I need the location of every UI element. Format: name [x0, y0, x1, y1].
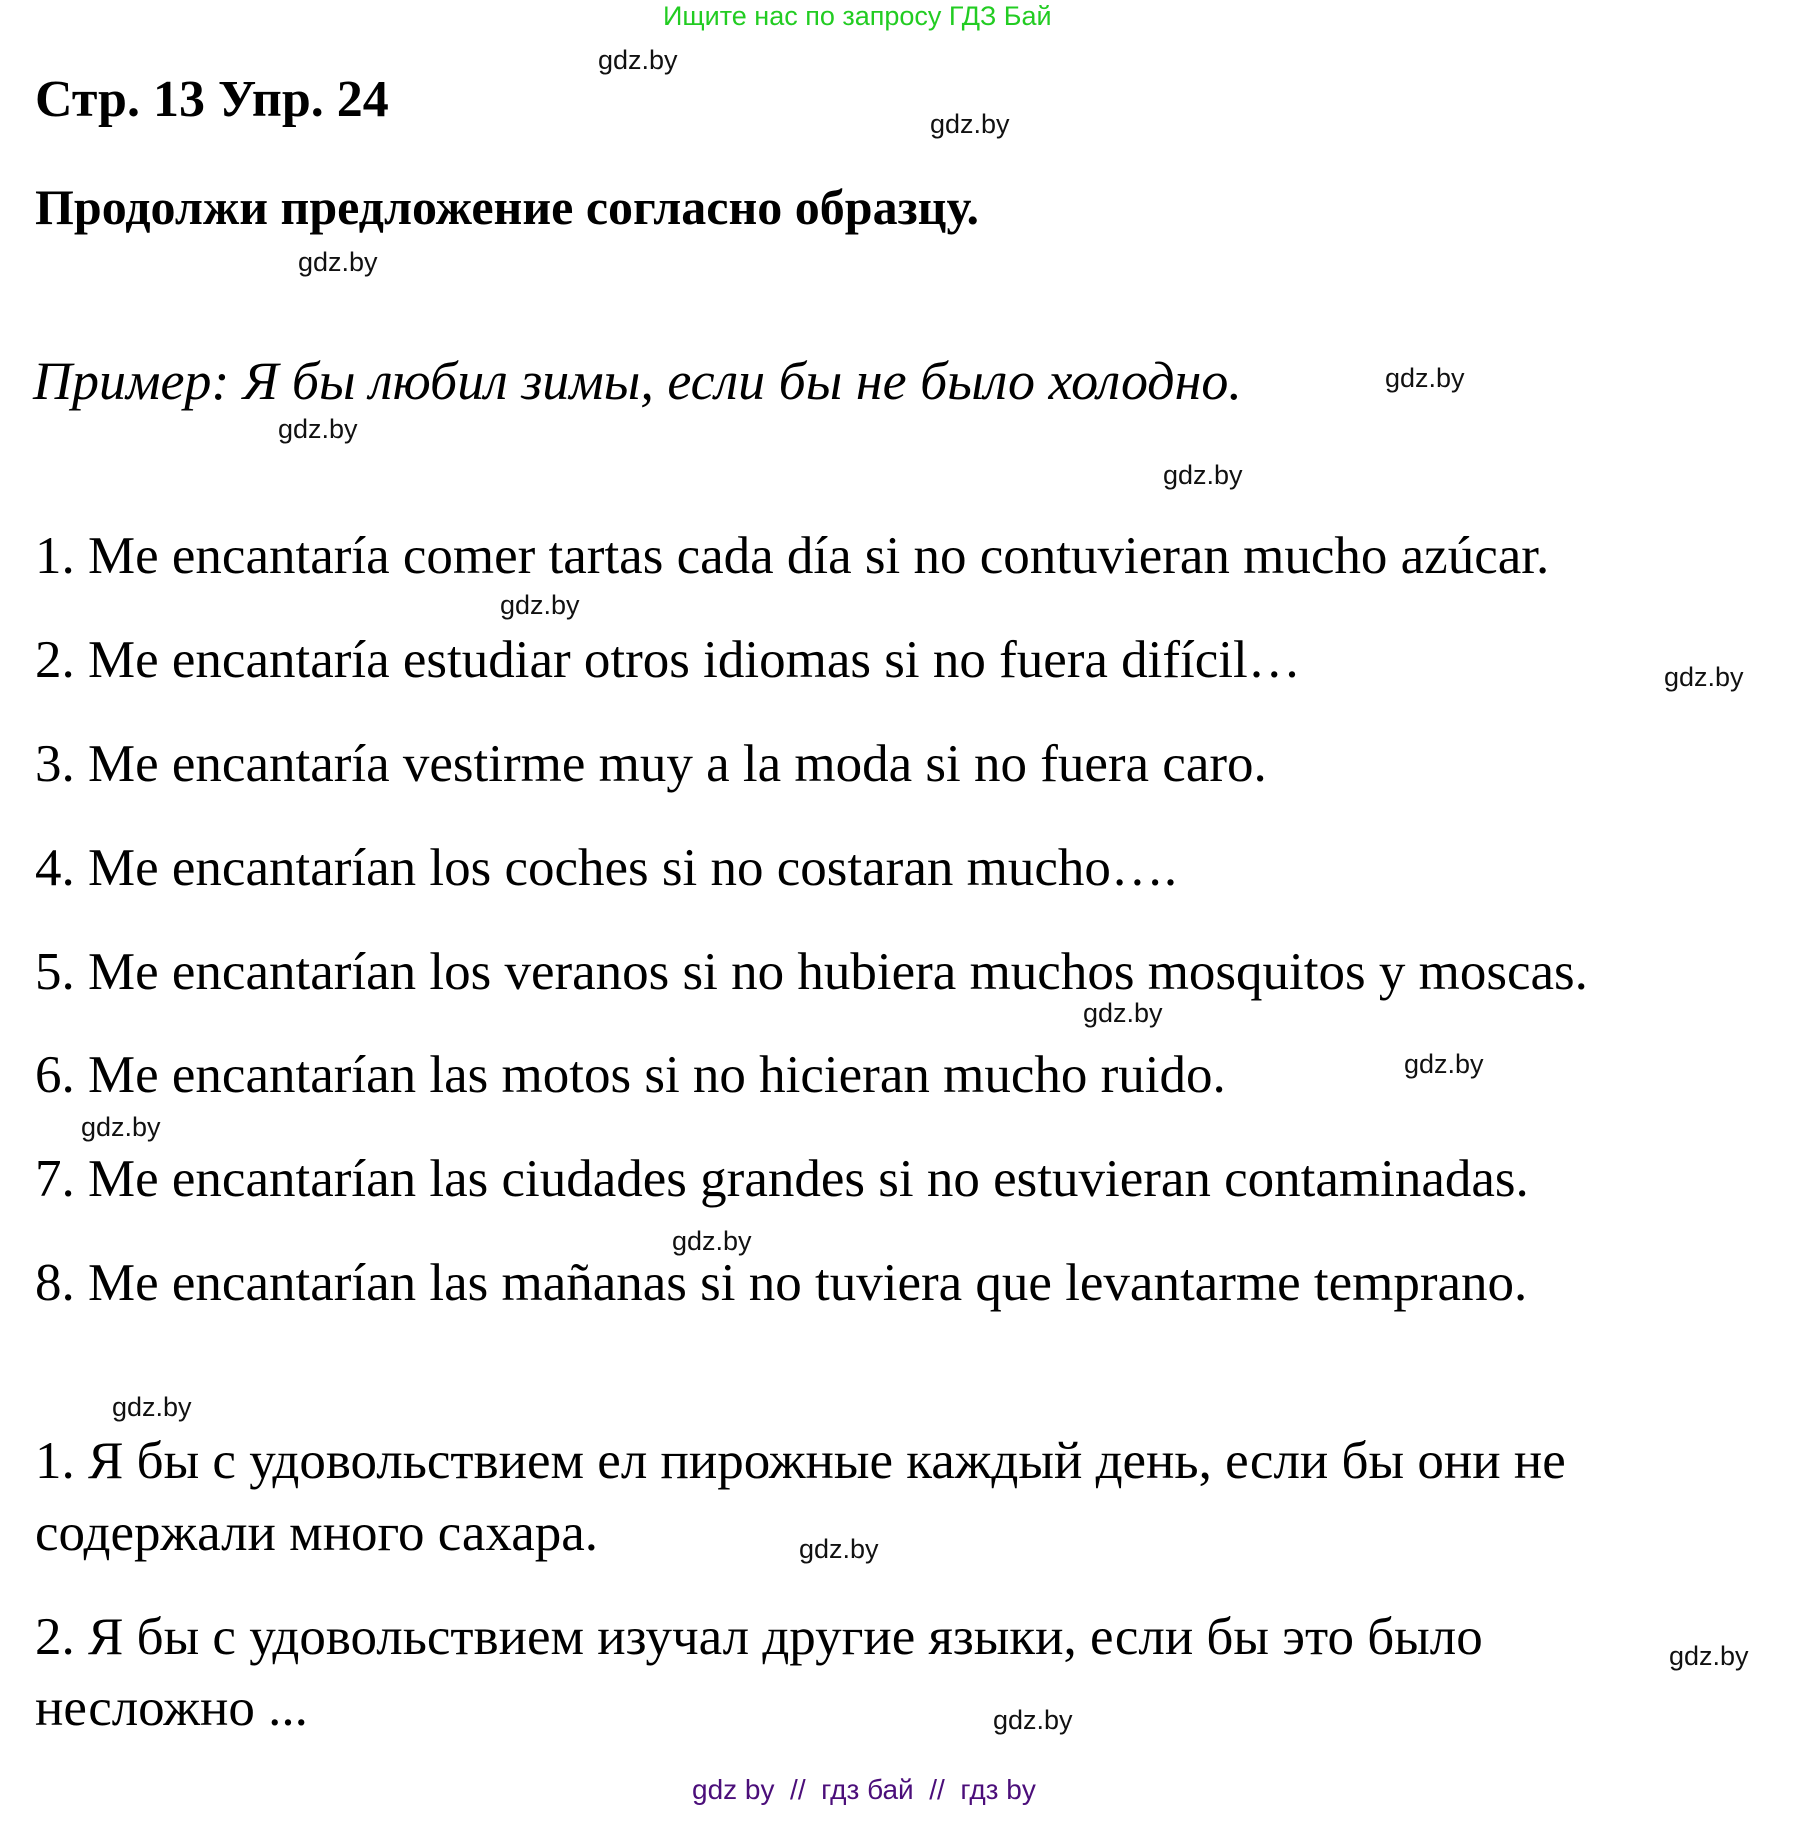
watermark: gdz.by: [799, 1534, 879, 1564]
watermark: gdz.by: [278, 414, 358, 444]
page-title: Стр. 13 Упр. 24: [35, 71, 389, 128]
translation-2-line-1: 2. Я бы с удовольствием изучал другие языки, если бы это было: [35, 1608, 1483, 1666]
watermark: gdz.by: [930, 109, 1010, 139]
watermark: gdz.by: [1083, 998, 1163, 1028]
watermark: gdz.by: [1385, 363, 1465, 393]
watermark: gdz.by: [993, 1705, 1073, 1735]
answer-line-6: 6. Me encantarían las motos si no hicieran mucho ruido.: [35, 1046, 1226, 1104]
watermark: gdz.by: [672, 1226, 752, 1256]
watermark: gdz.by: [298, 247, 378, 277]
watermark: gdz.by: [81, 1112, 161, 1142]
translation-1-line-1: 1. Я бы с удовольствием ел пирожные каждый день, если бы они не: [35, 1432, 1566, 1490]
search-hint-header: Ищите нас по запросу ГДЗ Бай: [663, 1, 1052, 31]
watermark: gdz.by: [1163, 460, 1243, 490]
exercise-instruction: Продолжи предложение согласно образцу.: [35, 179, 979, 235]
answer-line-4: 4. Me encantarían los coches si no costaran mucho….: [35, 839, 1178, 897]
answer-line-5: 5. Me encantarían los veranos si no hubiera muchos mosquitos y moscas.: [35, 943, 1588, 1001]
translation-2-line-2: несложно ...: [35, 1679, 308, 1737]
watermark: gdz.by: [598, 45, 678, 75]
watermark: gdz.by: [500, 590, 580, 620]
watermark: gdz.by: [112, 1392, 192, 1422]
translation-1-line-2: содержали много сахара.: [35, 1504, 599, 1562]
footer-links[interactable]: gdz by // гдз бай // гдз by: [692, 1774, 1036, 1805]
answer-line-2: 2. Me encantaría estudiar otros idiomas si no fuera difícil…: [35, 631, 1301, 689]
answer-line-1: 1. Me encantaría comer tartas cada día si no contuvieran mucho azúcar.: [35, 527, 1550, 585]
example-sentence: Пример: Я бы любил зимы, если бы не было холодно.: [33, 351, 1242, 411]
watermark: gdz.by: [1404, 1049, 1484, 1079]
answer-line-7: 7. Me encantarían las ciudades grandes si no estuvieran contaminadas.: [35, 1150, 1529, 1208]
answer-line-3: 3. Me encantaría vestirme muy a la moda si no fuera caro.: [35, 735, 1267, 793]
answer-line-8: 8. Me encantarían las mañanas si no tuviera que levantarme temprano.: [35, 1254, 1528, 1312]
watermark: gdz.by: [1669, 1641, 1749, 1671]
watermark: gdz.by: [1664, 662, 1744, 692]
